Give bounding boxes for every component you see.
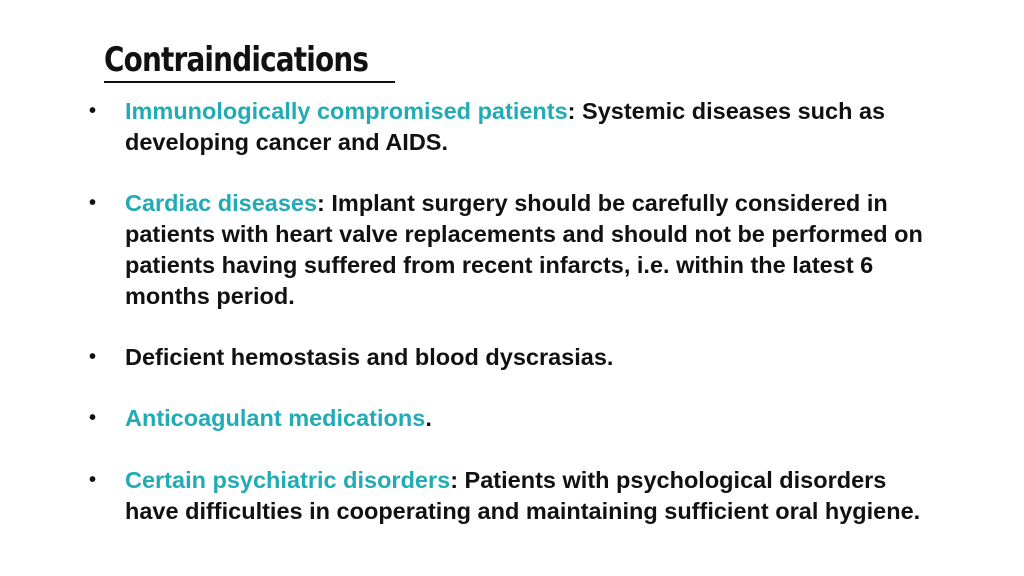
bullet-body: Implant surgery should be carefully considered in patients with heart valve replacements and should not be performed on patients having suffered from recent infarcts, i.e. within the latest 6 months period. [125, 190, 923, 309]
bullet-body: Systemic diseases such as developing cancer and AIDS. [125, 98, 886, 155]
bullet-dot-icon: • [89, 346, 97, 368]
bullet-text [125, 403, 935, 434]
bullet-highlight: Cardiac diseases [125, 190, 318, 216]
bullet-highlight: Immunologically compromised patients [125, 98, 568, 124]
bullet-text [125, 342, 935, 373]
bullet-body: Deficient hemostasis and blood dyscrasias. [125, 344, 614, 370]
bullet-text [125, 96, 935, 158]
bullet-body: Patients with psychological disorders have difficulties in cooperating and maintaining sufficient oral hygiene. [125, 467, 921, 524]
bullet-dot-icon: • [89, 100, 97, 122]
title-underline [104, 81, 395, 83]
bullet-separator: : [450, 467, 459, 493]
bullet-text [125, 465, 935, 527]
bullet-text [125, 188, 935, 312]
bullet-dot-icon: • [89, 192, 97, 214]
bullet-highlight: Anticoagulant medications [125, 405, 426, 431]
bullet-highlight: Certain psychiatric disorders [125, 467, 451, 493]
bullet-dot-icon: • [89, 407, 97, 429]
bullet-separator: : [317, 190, 325, 216]
bullet-dot-icon: • [89, 469, 97, 491]
bullet-separator: . [425, 405, 432, 431]
bullet-separator: : [567, 98, 576, 124]
slide-title: Contraindications [104, 40, 369, 80]
